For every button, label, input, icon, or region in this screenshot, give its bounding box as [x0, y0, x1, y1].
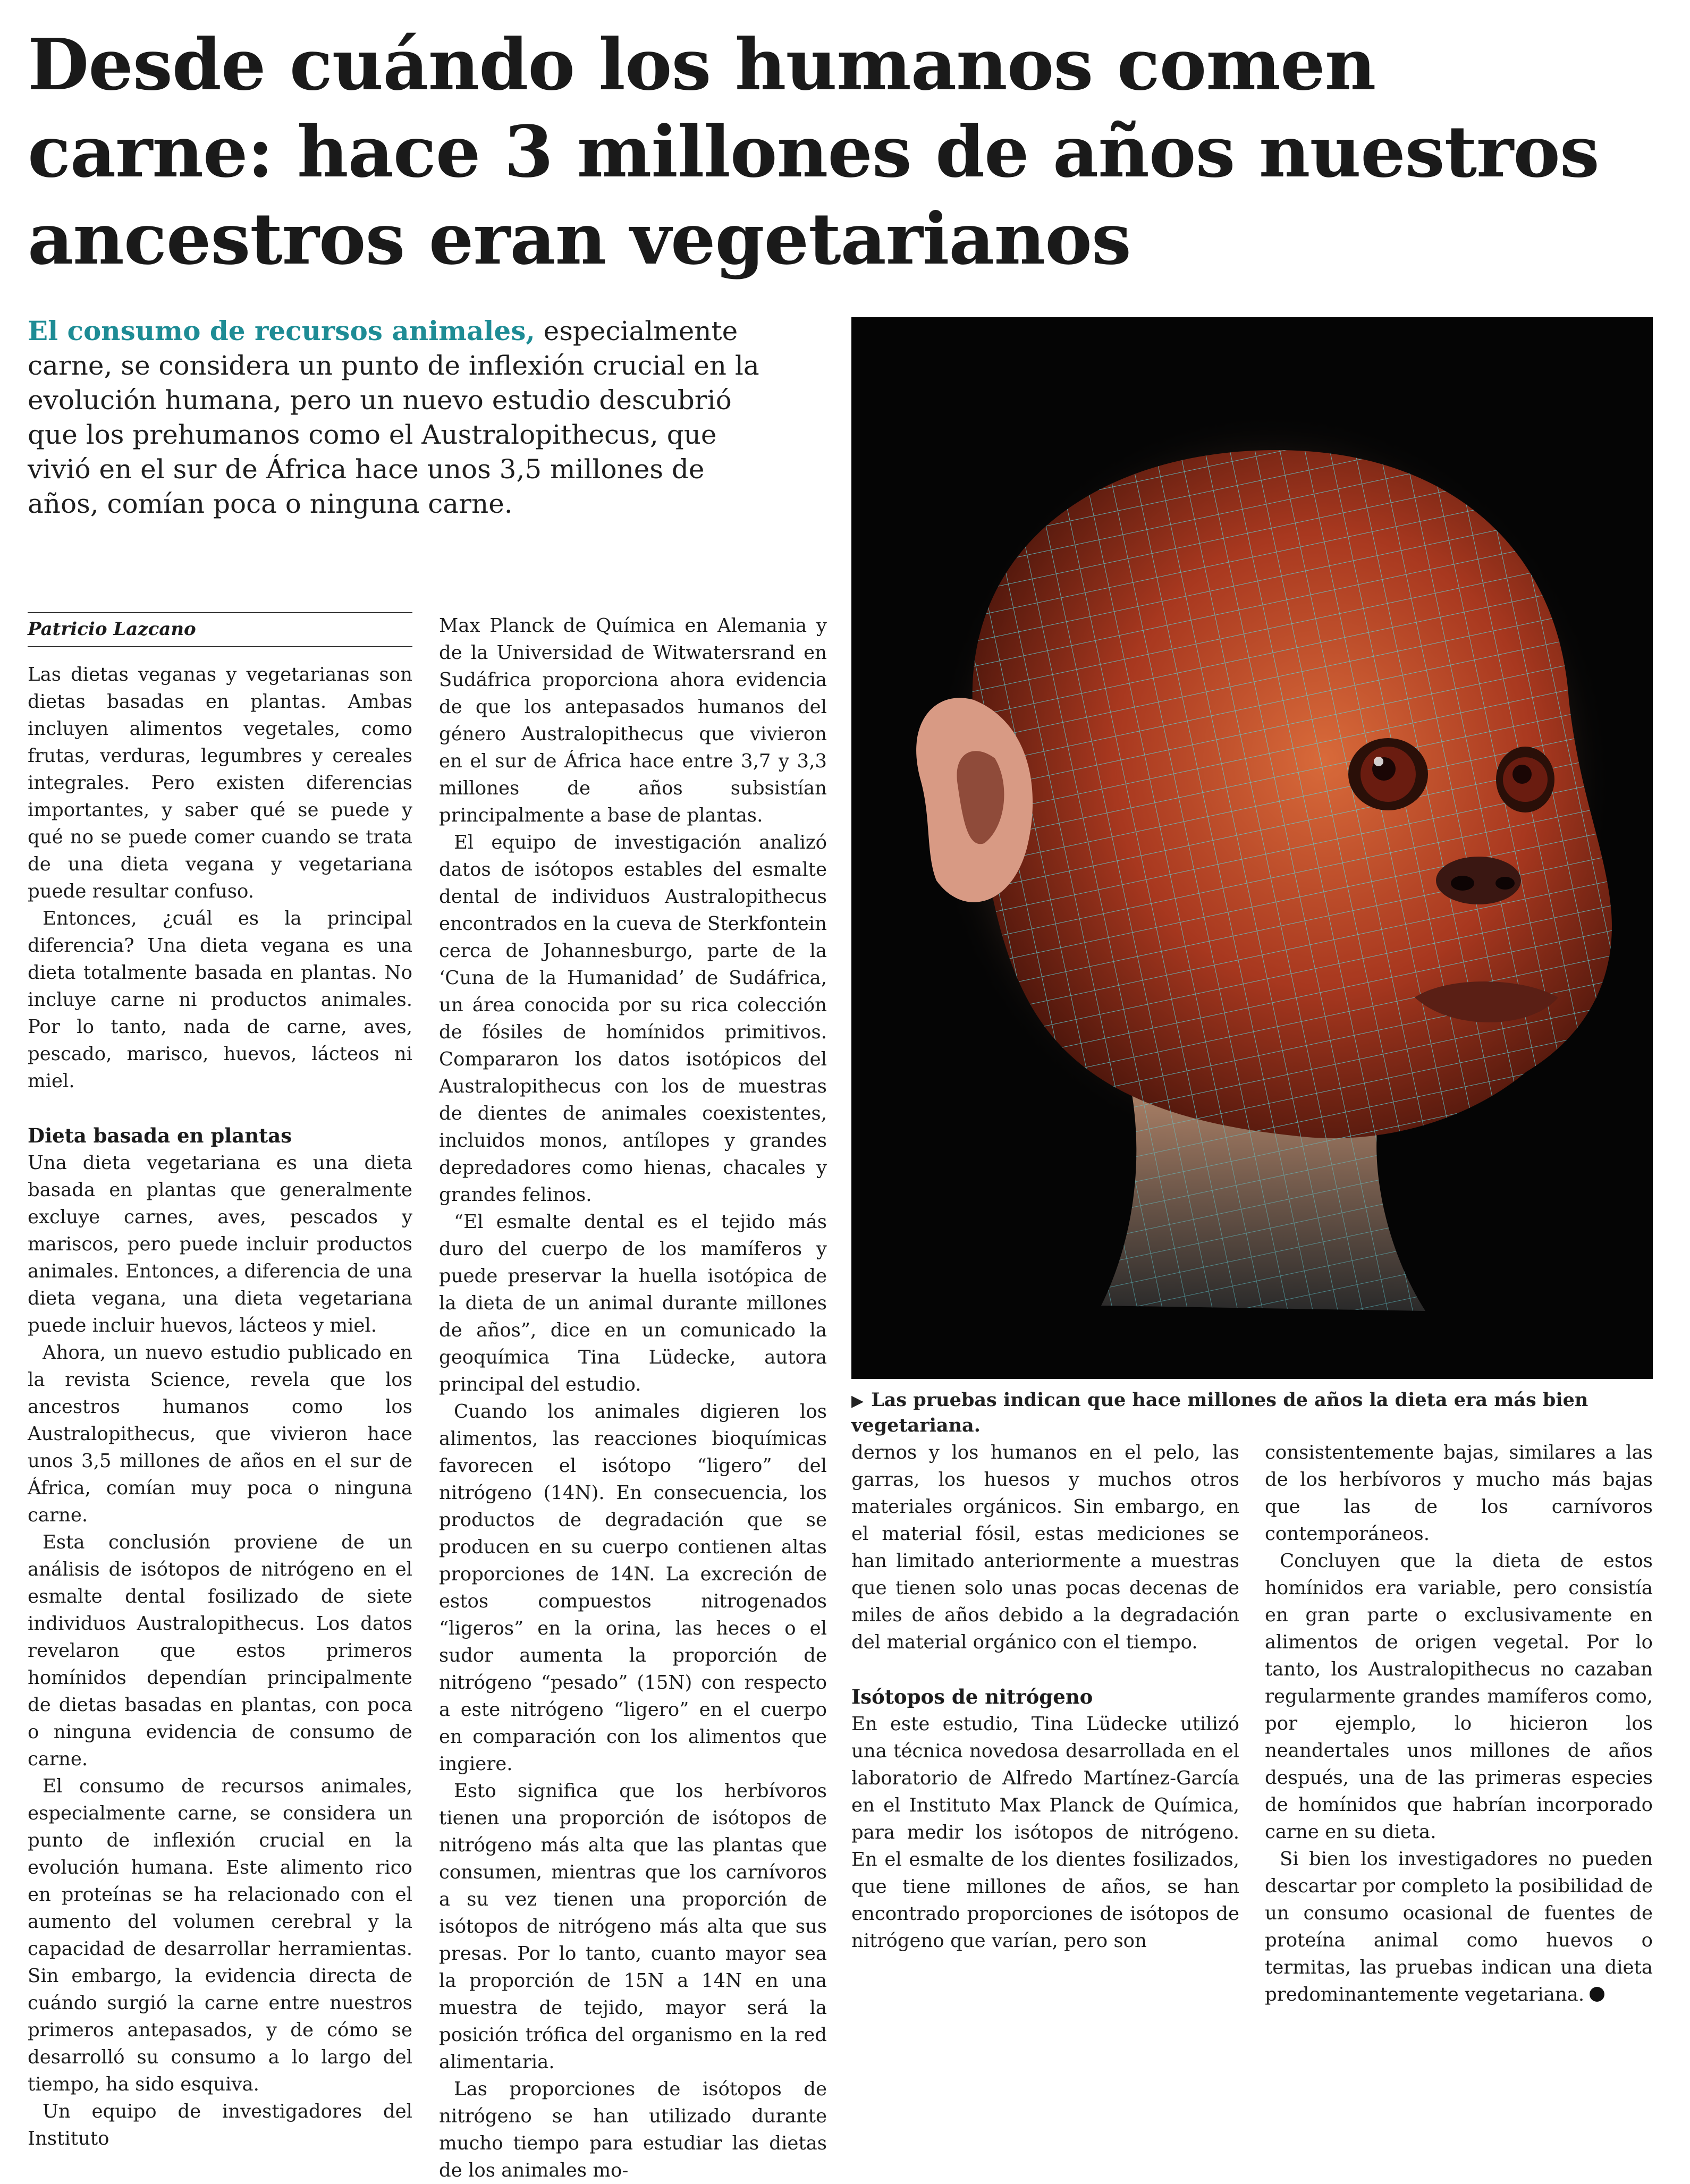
body-paragraph: Cuando los animales digieren los alimentos, las reacciones bioquímicas favorecen el isótopo “ligero” del nitrógeno (14N). En consecuencia, los productos de degradación que se producen en su cuerpo contienen altas proporciones de 14N. La excreción de estos compuestos nitrogenados “ligeros” en la orina, las heces o el sudor aumenta la proporción de nitrógeno “pesado” (15N) con respecto a este nitrógeno “ligero” en el cuerpo en comparación con los alimentos que ingiere. — [439, 1401, 827, 1775]
article-column-2 — [439, 612, 827, 2184]
body-paragraph: Esta conclusión proviene de un análisis de isótopos de nitrógeno en el esmalte dental fosilizado de siete individuos Australopithecus. Los datos revelaron que estos primeros homínidos dependían principalmente de dietas basadas en plantas, con poca o ninguna evidencia de consumo de carne. — [28, 1531, 412, 1770]
body-paragraph: En este estudio, Tina Lüdecke utilizó una técnica novedosa desarrollada en el laboratorio de Alfredo Martínez-García en el Instituto Max Planck de Química, para medir los isótopos de nitrógeno. En el esmalte de los dientes fosilizados, que tiene millones de años, se han encontrado proporciones de isótopos de nitrógeno que varían, pero son — [851, 1713, 1239, 1952]
lead-accent: El consumo de recursos animales, — [28, 315, 535, 346]
body-paragraph: Max Planck de Química en Alemania y de la Universidad de Witwatersrand en Sudáfrica proporciona ahora evidencia de que los antepasados humanos del género Australopithecus que vivieron en el sur de África hace entre 3,7 y 3,3 millones de años subsistían principalmente a base de plantas. — [439, 615, 827, 826]
body-paragraph: Las proporciones de isótopos de nitrógeno se han utilizado durante mucho tiempo para estudiar las dietas de los animales mo- — [439, 2078, 827, 2181]
body-paragraph: Las dietas veganas y vegetarianas son dietas basadas en plantas. Ambas incluyen alimentos vegetales, como frutas, verduras, legumbres y cereales integrales. Pero existen diferencias importantes, y saber qué se puede y qué no se puede comer cuando se trata de una dieta vegana y vegetariana puede resultar confuso. — [28, 664, 412, 902]
body-paragraph: Concluyen que la dieta de estos homínidos era variable, pero consistía en gran parte o exclusivamente en alimentos de origen vegetal. Por lo tanto, los Australopithecus no cazaban regularmente grandes mamíferos como, por ejemplo, lo hicieron los neandertales unos millones de años después, una de las primeras especies de homínidos que habrían incorporado carne en su dieta. — [1265, 1550, 1653, 1843]
body-paragraph — [1265, 1846, 1653, 2008]
body-paragraph: Ahora, un nuevo estudio publicado en la revista Science, revela que los ancestros humanos como los Australopithecus, que vivieron hace unos 3,5 millones de años en el sur de África, comían muy poca o ninguna carne. — [28, 1342, 412, 1526]
australopithecus-head-icon — [851, 317, 1653, 1379]
body-paragraph: “El esmalte dental es el tejido más duro del cuerpo de los mamíferos y puede preservar la huella isotópica de la dieta de un animal durante millones de años”, dice en un comunicado la geoquímica Tina Lüdecke, autora principal del estudio. — [439, 1211, 827, 1395]
body-paragraph: El consumo de recursos animales, especialmente carne, se considera un punto de inflexión crucial en la evolución humana. Este alimento rico en proteínas se ha relacionado con el aumento del volumen cerebral y la capacidad de desarrollar herramientas. Sin embargo, la evidencia directa de cuándo surgió la carne entre nuestros primeros antepasados, y de cómo se desarrolló su consumo a lo largo del tiempo, ha sido esquiva. — [28, 1775, 412, 2095]
article-column-1 — [28, 612, 412, 2152]
end-of-article-icon — [1590, 1987, 1604, 2002]
body-paragraph: dernos y los humanos en el pelo, las garras, los huesos y muchos otros materiales orgánicos. Sin embargo, en el material fósil, estas mediciones se han limitado anteriormente a muestras que tienen solo unas pocas decenas de miles de años debido a la degradación del material orgánico con el tiempo. — [851, 1442, 1239, 1653]
lead-paragraph — [28, 314, 782, 521]
caption-arrow-icon: ▶ — [851, 1392, 864, 1410]
body-paragraph: Un equipo de investigadores del Instituto — [28, 2101, 412, 2149]
body-paragraph: Entonces, ¿cuál es la principal diferencia? Una dieta vegana es una dieta totalmente basada en plantas. No incluye carne ni productos animales. Por lo tanto, nada de carne, aves, pescado, marisco, huevos, lácteos ni miel. — [28, 908, 412, 1092]
body-paragraph: Una dieta vegetariana es una dieta basada en plantas que generalmente excluye carnes, aves, pescados y mariscos, pero puede incluir productos animales. Entonces, a diferencia de una dieta vegana, una dieta vegetariana puede incluir huevos, lácteos y miel. — [28, 1152, 412, 1336]
body-paragraph: consistentemente bajas, similares a las de los herbívoros y mucho más bajas que las de los carnívoros contemporáneos. — [1265, 1442, 1653, 1545]
article-column-3 — [851, 1439, 1239, 1954]
subheading-isotopos: Isótopos de nitrógeno — [851, 1685, 1093, 1708]
article-photo — [851, 317, 1653, 1379]
body-paragraph: Esto significa que los herbívoros tienen una proporción de isótopos de nitrógeno más alta que las plantas que consumen, mientras que los carnívoros a su vez tienen una proporción de isótopos de nitrógeno más alta que sus presas. Por lo tanto, cuanto mayor sea la proporción de 15N a 14N en una muestra de tejido, mayor será la posición trófica del organismo en la red alimentaria. — [439, 1780, 827, 2073]
body-paragraph: El equipo de investigación analizó datos de isótopos estables del esmalte dental de individuos Australopithecus encontrados en la cueva de Sterkfontein cerca de Johannesburgo, parte de la ‘Cuna de la Humanidad’ de Sudáfrica, un área conocida por su rica colección de fósiles de homínidos primitivos. Compararon los datos isotópicos del Australopithecus con los de muestras de dientes de animales coexistentes, incluidos monos, antílopes y grandes depredadores como hienas, chacales y grandes felinos. — [439, 832, 827, 1206]
byline: Patricio Lazcano — [28, 612, 412, 647]
lead-text: especialmente carne, se considera un punto de inflexión crucial en la evolución humana, pero un nuevo estudio descubrió que los prehumanos como el Australopithecus, que vivió en el sur de África hace unos 3,5 millones de años, comían poca o ninguna carne. — [28, 316, 759, 519]
photo-caption — [851, 1388, 1670, 1438]
headline: Desde cuándo los humanos comen carne: hace 3 millones de años nuestros ancestros eran vegetarianos — [28, 23, 1599, 281]
subheading-dieta: Dieta basada en plantas — [28, 1124, 292, 1147]
article-column-4 — [1265, 1439, 1653, 2008]
closing-text: Si bien los investigadores no pueden descartar por completo la posibilidad de un consumo ocasional de fuentes de proteína animal como huevos o termitas, las pruebas indican una dieta predominantemente vegetariana. — [1265, 1848, 1653, 2005]
caption-text: Las pruebas indican que hace millones de años la dieta era más bien vegetariana. — [851, 1389, 1588, 1436]
